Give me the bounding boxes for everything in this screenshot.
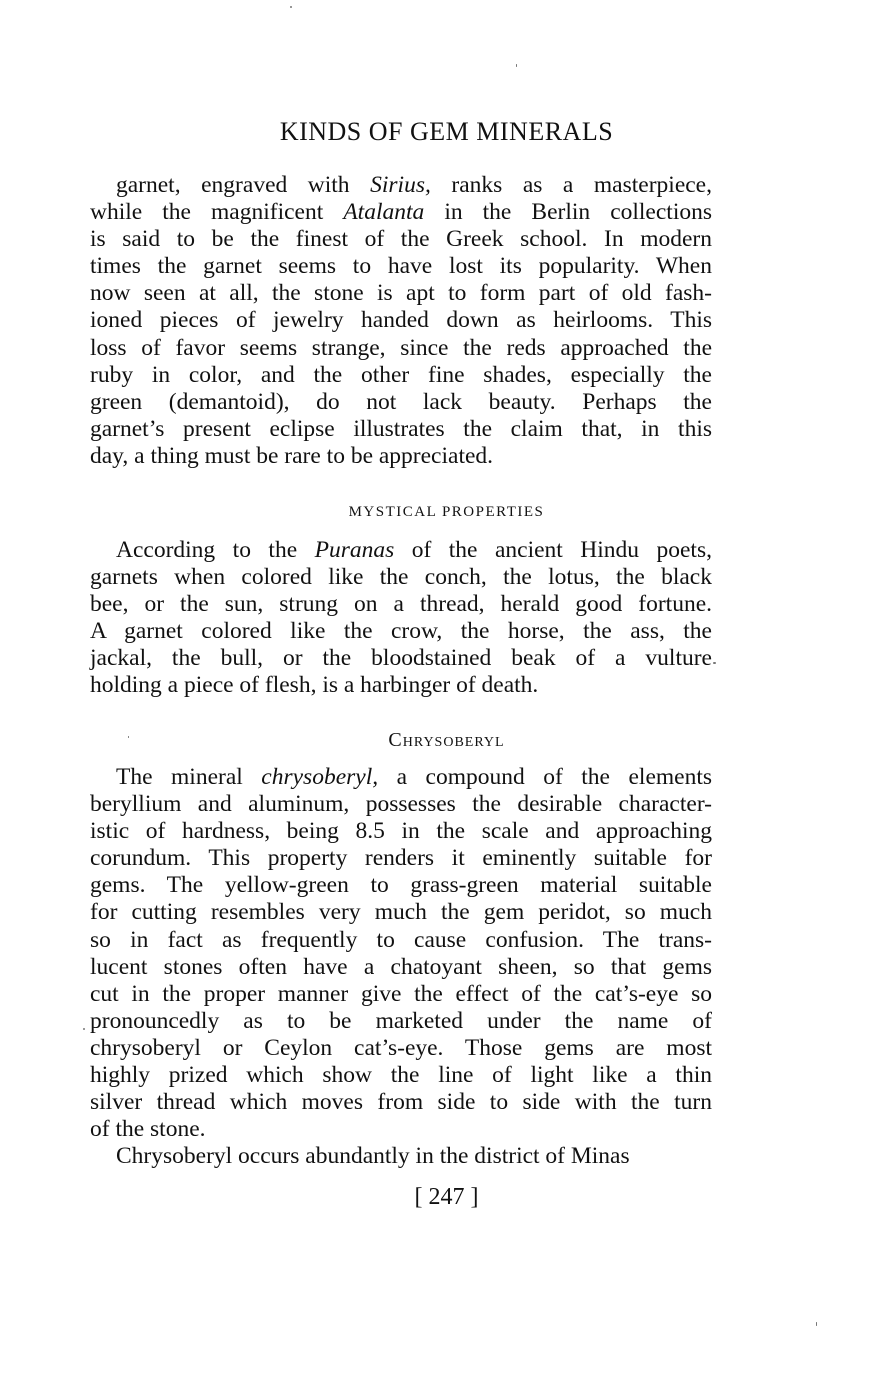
text-run: ioned pieces of jewelry handed down as heirlooms. This bbox=[90, 307, 712, 334]
text-line bbox=[90, 416, 712, 443]
text-line bbox=[90, 1116, 712, 1143]
section-heading-chrysoberyl-text: Chrysoberyl bbox=[388, 729, 505, 751]
text-run: gems. The yellow-green to grass-green material suitable bbox=[90, 872, 712, 899]
text-line bbox=[90, 672, 712, 699]
text-run: for cutting resembles very much the gem peridot, so much bbox=[90, 899, 712, 926]
section-heading-mystical-properties: MYSTICAL PROPERTIES bbox=[348, 504, 545, 520]
text-line bbox=[90, 591, 712, 618]
text-line bbox=[90, 818, 712, 845]
text-line bbox=[90, 564, 712, 591]
paragraph-chrysoberyl bbox=[90, 764, 712, 1170]
text-run: of the ancient Hindu poets, bbox=[394, 537, 712, 563]
text-run: of the stone. bbox=[90, 1116, 206, 1143]
text-run: Chrysoberyl occurs abundantly in the district of Minas bbox=[116, 1143, 630, 1170]
text-run: corundum. This property renders it eminently suitable for bbox=[90, 845, 712, 872]
text-line bbox=[90, 1008, 712, 1035]
text-line bbox=[90, 172, 712, 199]
text-run: ruby in color, and the other fine shades, especially the bbox=[90, 361, 712, 388]
text-run: garnet’s present eclipse illustrates the claim that, in this bbox=[90, 415, 712, 442]
text-run: beryllium and aluminum, possesses the desirable character- bbox=[90, 791, 712, 818]
text-line bbox=[90, 335, 712, 362]
text-run: pronouncedly as to be marketed under the name of bbox=[90, 1007, 712, 1034]
scan-speck bbox=[816, 1322, 817, 1326]
text-line bbox=[90, 1035, 712, 1062]
text-run: According to the bbox=[116, 537, 315, 563]
text-run: while the magnificent bbox=[90, 199, 344, 226]
italic-term: Puranas bbox=[314, 537, 395, 563]
text-run: The mineral bbox=[116, 764, 262, 790]
text-run: times the garnet seems to have lost its popularity. When bbox=[90, 253, 712, 280]
text-line bbox=[90, 389, 712, 416]
text-line bbox=[90, 872, 712, 899]
italic-term: Sirius, bbox=[370, 172, 431, 198]
scan-speck bbox=[516, 64, 517, 67]
section-heading-chrysoberyl bbox=[0, 728, 893, 752]
text-run: istic of hardness, being 8.5 in the scale and approaching bbox=[90, 818, 712, 845]
text-line bbox=[90, 981, 712, 1008]
paragraph-mystical-properties bbox=[90, 537, 712, 700]
text-run: lucent stones often have a chatoyant sheen, so that gems bbox=[90, 953, 712, 980]
text-line bbox=[90, 899, 712, 926]
text-line bbox=[90, 1062, 712, 1089]
scan-speck bbox=[713, 662, 716, 664]
text-line bbox=[90, 645, 712, 672]
text-run: bee, or the sun, strung on a thread, herald good fortune. bbox=[90, 591, 712, 618]
text-run: A garnet colored like the crow, the horse, the ass, the bbox=[90, 618, 712, 645]
text-run: loss of favor seems strange, since the reds approached the bbox=[90, 334, 712, 361]
text-line bbox=[90, 764, 712, 791]
text-run: so in fact as frequently to cause confusion. The trans- bbox=[90, 926, 712, 953]
text-line bbox=[90, 362, 712, 389]
paragraph-garnet-popularity bbox=[90, 172, 712, 470]
text-line bbox=[90, 199, 712, 226]
text-line bbox=[90, 226, 712, 253]
text-run: garnet, engraved with bbox=[116, 172, 371, 198]
text-run: ranks as a masterpiece, bbox=[430, 172, 712, 198]
text-line bbox=[90, 954, 712, 981]
text-run: holding a piece of flesh, is a harbinger of death. bbox=[90, 672, 539, 699]
italic-term: chrysoberyl, bbox=[261, 764, 379, 790]
page-number: [ 247 ] bbox=[414, 1184, 479, 1210]
scan-speck bbox=[83, 1028, 85, 1030]
text-run: cut in the proper manner give the effect of the cat’s-eye so bbox=[90, 980, 712, 1007]
text-run: day, a thing must be rare to be appreciated. bbox=[90, 442, 494, 469]
scan-speck bbox=[128, 736, 129, 738]
text-run: is said to be the finest of the Greek school. In modern bbox=[90, 226, 712, 253]
text-run: garnets when colored like the conch, the lotus, the black bbox=[90, 564, 712, 591]
text-line bbox=[90, 618, 712, 645]
text-line bbox=[90, 1143, 712, 1170]
text-run: a compound of the elements bbox=[378, 764, 713, 790]
text-run: green (demantoid), do not lack beauty. Perhaps the bbox=[90, 388, 712, 415]
running-head: KINDS OF GEM MINERALS bbox=[279, 117, 614, 146]
text-line bbox=[90, 845, 712, 872]
text-line bbox=[90, 307, 712, 334]
text-run: chrysoberyl or Ceylon cat’s-eye. Those gems are most bbox=[90, 1034, 712, 1061]
text-run: now seen at all, the stone is apt to form part of old fash- bbox=[90, 280, 712, 307]
text-line bbox=[90, 927, 712, 954]
text-run: highly prized which show the line of light like a thin bbox=[90, 1062, 712, 1089]
text-line bbox=[90, 1089, 712, 1116]
italic-term: Atalanta bbox=[343, 199, 425, 226]
scan-speck bbox=[290, 6, 292, 8]
text-line bbox=[90, 443, 712, 470]
text-line bbox=[90, 791, 712, 818]
text-run: silver thread which moves from side to side with the turn bbox=[90, 1089, 712, 1116]
text-line bbox=[90, 280, 712, 307]
text-run: jackal, the bull, or the bloodstained beak of a vulture bbox=[90, 645, 712, 672]
text-run: in the Berlin collections bbox=[424, 199, 713, 226]
text-line bbox=[90, 253, 712, 280]
text-line bbox=[90, 537, 712, 564]
